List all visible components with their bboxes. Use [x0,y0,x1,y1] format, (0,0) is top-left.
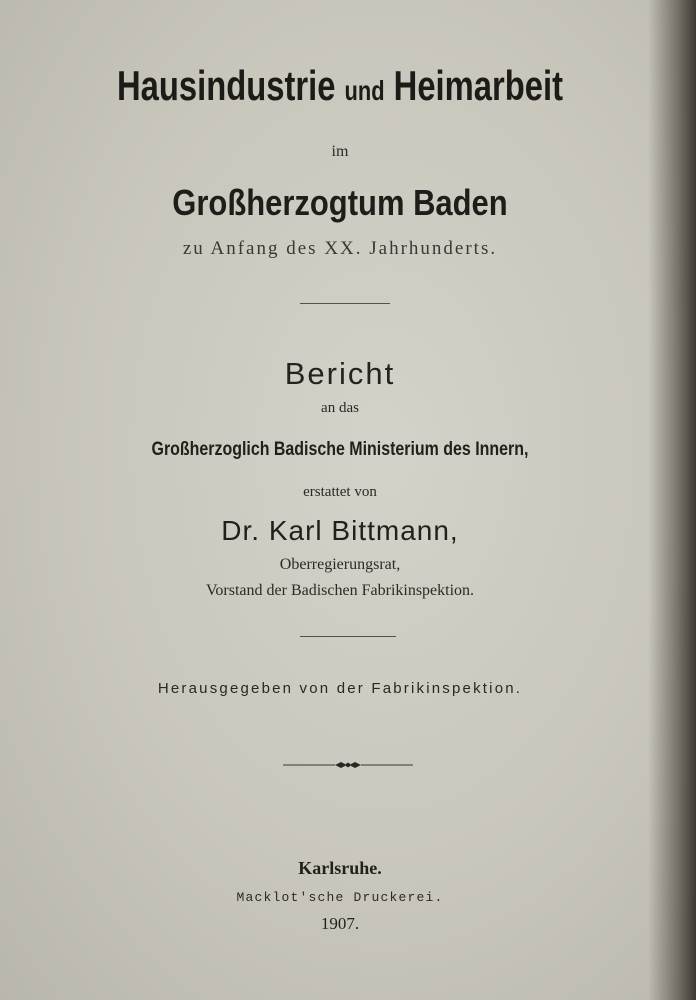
region-title: Großherzogtum Baden [172,182,508,223]
ornament-divider [283,760,413,770]
im-line: im [331,143,349,160]
author-line [0,515,680,547]
imprint-printer: Macklot'sche Druckerei. [236,890,444,905]
author-office: Vorstand der Badischen Fabrikinspektion. [205,582,475,599]
author-title: Dr. [221,515,261,546]
author-name: Karl Bittmann, [268,515,459,546]
main-title-connector: und [344,75,385,106]
report-to-line: an das [321,400,359,416]
author-rank: Oberregierungsrat, [279,556,401,573]
divider-rule [300,303,390,304]
period-line: zu Anfang des XX. Jahrhunderts. [182,238,498,259]
divider-rule-2 [300,636,396,637]
ministry-name: Großherzoglich Badische Ministerium des Innern, [151,439,529,460]
imprint-city: Karlsruhe. [298,858,382,878]
main-title-part2: Heimarbeit [393,62,563,109]
imprint-year: 1907. [320,914,360,933]
main-title-part1: Hausindustrie [116,62,336,109]
main-title [75,62,605,110]
report-heading: Bericht [284,356,396,391]
publisher-note: Herausgegeben von der Fabrikinspektion. [157,680,523,697]
report-by-line: erstattet von [303,484,377,500]
